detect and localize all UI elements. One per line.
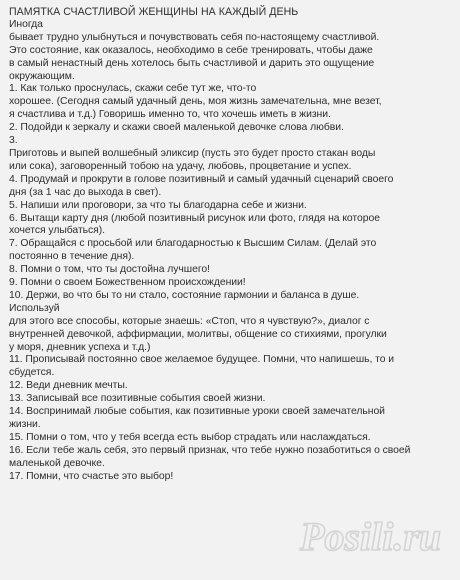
text-line: Используй <box>9 302 60 314</box>
text-line: маленькой девочке. <box>9 457 105 469</box>
text-line: 15. Помни о том, что у тебя всегда есть выбор страдать или наслаждаться. <box>9 431 371 443</box>
text-line: 2. Подойди к зеркалу и скажи своей маленькой девочке слова любви. <box>9 122 344 134</box>
text-line: 9. Помни о своем Божественном происхождении! <box>9 277 246 289</box>
text-line: 8. Помни о том, что ты достойна лучшего! <box>9 264 210 276</box>
text-line: 5. Напиши или проговори, за что ты благодарна себе и жизни. <box>9 199 307 211</box>
text-line: 13. Записывай все позитивные события своей жизни. <box>9 393 266 405</box>
svg-text:Posili.ru: Posili.ru <box>300 514 442 559</box>
text-line: 12. Веди дневник мечты. <box>9 380 128 392</box>
text-line: Это состояние, как оказалось, необходимо в себе тренировать, чтобы даже <box>9 44 373 56</box>
text-line: 11. Прописывай постоянно свое желаемое будущее. Помни, что напишешь, то и <box>9 354 395 366</box>
text-line: в самый ненастный день хотелось быть счастливой и дарить это ощущение <box>9 57 375 69</box>
text-line: 4. Продумай и прокрути в голове позитивный и самый удачный сценарий своего <box>9 173 394 185</box>
text-line: 6. Вытащи карту дня (любой позитивный рисунок или фото, глядя на которое <box>9 212 380 224</box>
text-line: жизни. <box>9 419 41 430</box>
text-line: 14. Воспринимай любые события, как позитивные уроки своей замечательной <box>9 406 385 418</box>
text-line: для этого все способы, которые знаешь: «Стоп, что я чувствую?», диалог с <box>9 315 370 327</box>
text-line: 3. <box>9 135 18 147</box>
text-line: или сока), заговоренный тобою на удачу, любовь, процветание и успех. <box>9 160 352 172</box>
text-line: Иногда <box>9 18 43 30</box>
text-line: 16. Если тебе жаль себя, это первый признак, что тебе нужно позаботиться о своей <box>9 444 411 456</box>
text-line: дня (за 1 час до выхода в свет). <box>9 186 162 198</box>
text-line: Приготовь и выпей волшебный эликсир (пусть это будет просто стакан воды <box>9 147 376 159</box>
text-line: сбудется. <box>9 367 55 379</box>
text-line: 7. Обращайся с просьбой или благодарностью к Высшим Силам. (Делай это <box>9 238 377 250</box>
text-line: окружающим. <box>9 70 75 82</box>
text-line: 17. Помни, что счастье это выбор! <box>9 470 174 482</box>
text-line: у моря, дневник успеха и т.д.) <box>9 341 151 353</box>
document-body <box>9 19 452 484</box>
text-line: 10. Держи, во что бы то ни стало, состояние гармонии и баланса в душе. <box>9 289 360 301</box>
text-line: 1. Как только проснулась, скажи себе тут же, что-то <box>9 83 257 95</box>
text-line: я счастлива и т.д.) Говоришь именно то, что хочешь иметь в жизни. <box>9 109 331 121</box>
text-line: внутренней девочкой, аффирмации, молитвы, общение со стихиями, прогулки <box>9 328 387 340</box>
text-line: хочется улыбаться). <box>9 225 105 237</box>
document-title: ПАМЯТКА СЧАСТЛИВОЙ ЖЕНЩИНЫ НА КАЖДЫЙ ДЕНЬ <box>9 6 299 18</box>
text-line: постоянно в течение дня). <box>9 251 135 263</box>
text-line: бывает трудно улыбнуться и почувствовать себя по-настоящему счастливой. <box>9 31 380 43</box>
text-line: хорошее. (Сегодня самый удачный день, моя жизнь замечательна, мне везет, <box>9 96 382 108</box>
